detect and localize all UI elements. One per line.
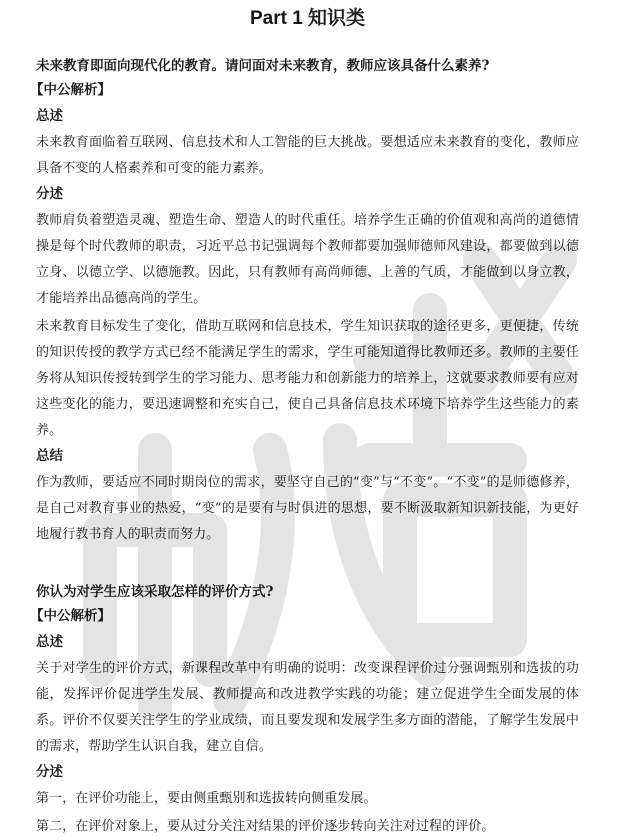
paragraph: 作为教师，要适应不同时期岗位的需求，要坚守自己的“变”与“不变”。“不变”的是师德修养，是自己对教育事业的热爱，“变”的是要有与时俱进的思想，要不断汲取新知识新技能，为更好地履行教书育人的职责而努力。 xyxy=(36,475,579,542)
subheading-overview: 总述 xyxy=(36,108,63,124)
subheading-overview: 总述 xyxy=(36,634,63,650)
paragraph: 第二，在评价对象上，要从过分关注对结果的评价逐步转向关注对过程的评价。 xyxy=(36,819,495,834)
paragraph: 关于对学生的评价方式，新课程改革中有明确的说明：改变课程评价过分强调甄别和选拔的功能，发挥评价促进学生发展、教师提高和改进教学实践的功能；建立促进学生全面发展的体系。评价不仅要关注学生的学业成绩，而且要发现和发展学生多方面的潜能，了解学生发展中的需求，帮助学生认识自我，建立自信。 xyxy=(36,661,579,754)
question-heading: 未来教育即面向现代化的教育。请问面对未来教育，教师应该具备什么素养? xyxy=(36,58,490,74)
analysis-tag: 【中公解析】 xyxy=(30,82,111,98)
section-1 xyxy=(30,56,579,548)
paragraph: 未来教育面临着互联网、信息技术和人工智能的巨大挑战。要想适应未来教育的变化，教师应具备不变的人格素养和可变的能力素养。 xyxy=(36,135,579,176)
analysis-tag: 【中公解析】 xyxy=(30,608,111,624)
section-2 xyxy=(30,582,579,840)
paragraph: 未来教育目标发生了变化，借助互联网和信息技术，学生知识获取的途径更多，更便捷，传统的知识传授的教学方式已经不能满足学生的需求，学生可能知道得比教师还多。教师的主要任务将从知识传授转到学生的学习能力、思考能力和创新能力的培养上，这就要求教师要有应对这些变化的能力，要迅速调整和充实自己，使自己具备信息技术环境下培养学生这些能力的素养。 xyxy=(36,319,579,438)
paragraph: 第一，在评价功能上，要由侧重甄别和选拔转向侧重发展。 xyxy=(36,791,377,806)
question-heading: 你认为对学生应该采取怎样的评价方式? xyxy=(36,584,274,600)
page-title: Part 1 知识类 xyxy=(249,8,366,29)
subheading-detail: 分述 xyxy=(36,186,63,202)
subheading-summary: 总结 xyxy=(36,448,63,464)
subheading-detail: 分述 xyxy=(36,764,63,780)
paragraph: 教师肩负着塑造灵魂、塑造生命、塑造人的时代重任。培养学生正确的价值观和高尚的道德情操是每个时代教师的职责，习近平总书记强调每个教师都要加强师德师风建设，都要做到以德立身、以德立学、以德施教。因此，只有教师有高尚师德、上善的气质，才能做到以身立教，才能培养出品德高尚的学生。 xyxy=(36,213,579,306)
